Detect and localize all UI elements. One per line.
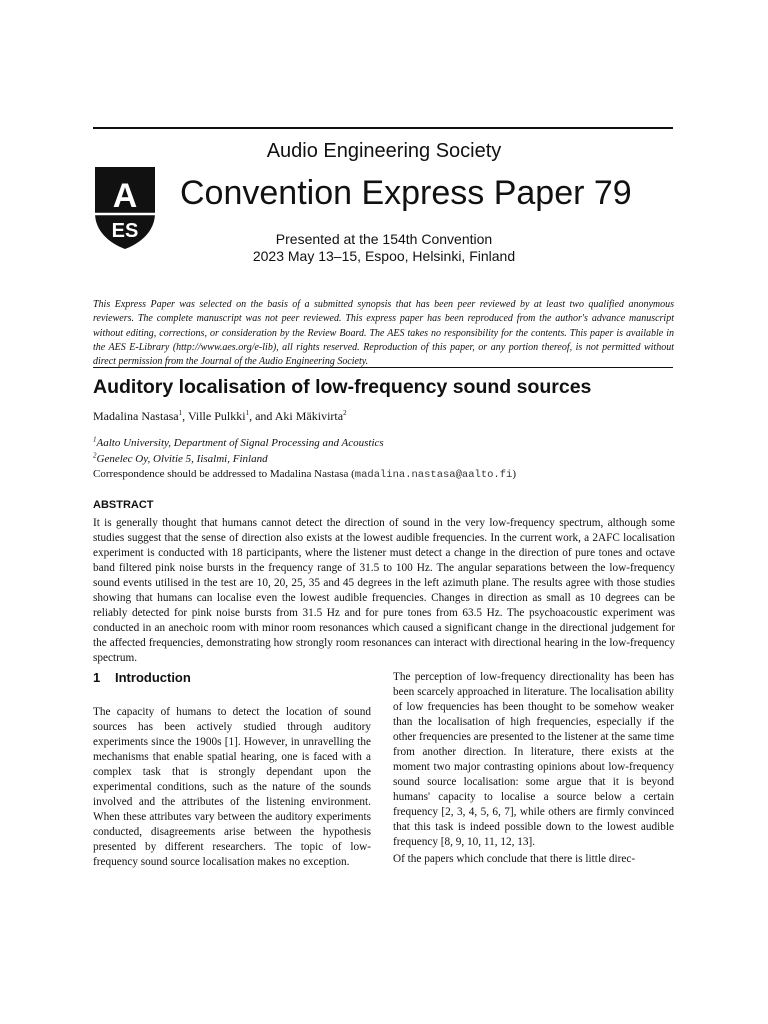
author-affiliation-mark: 2 bbox=[343, 409, 347, 417]
paper-title: Auditory localisation of low-frequency sound sources bbox=[93, 376, 592, 398]
disclaimer: This Express Paper was selected on the basis of a submitted synopsis that has been peer reviewed by at least two qualified anonymous reviewers. The complete manuscript was not peer reviewed. This express paper has been reproduced from the author's advance manuscript without editing, corrections, or consideration by the Review Board. The AES takes no responsibility for the contents. This paper is available in the AES E-Library (http://www.aes.org/e-lib), all rights reserved. Reproduction of this paper, or any portion thereof, is not permitted without direct permission from the Journal of the Audio Engineering Society. bbox=[93, 299, 674, 368]
logo-letter-a: A bbox=[112, 177, 138, 215]
abstract-text: It is generally thought that humans cannot detect the direction of sound in the very low-frequency spectrum, although some studies suggest that the sense of direction also exists at the lowest audible frequencies. In the current work, a 2AFC localisation experiment is conducted with 18 participants, where the listener must detect a change in the direction of pure tones and octave band filtered pink noise bursts in the frequency range of 31.5 to 100 Hz. The angular separations between the low-frequency sound events utilised in the test are 10, 20, 25, 35 and 45 degrees in the left azimuth plane. The results agree with those studies showing that humans can localise even the lowest audible frequencies. Changes in direction as small as 10 degrees can be reliably detected for pink noise bursts from 31.5 Hz and for pure tones from 63.5 Hz. The psychoacoustic experiment was conducted in an anechoic room with minor room resonances which caused a significant change in the directional judgement for the affected frequencies, demonstrating how strongly room resonances can interact with directional hearing in the low-frequency spectrum. bbox=[93, 517, 675, 664]
correspondence-line bbox=[93, 468, 693, 481]
abstract-heading: ABSTRACT bbox=[93, 499, 154, 511]
author-name: Madalina Nastasa bbox=[93, 409, 179, 423]
section-heading-introduction bbox=[93, 670, 191, 685]
intro-right-column bbox=[393, 670, 674, 867]
intro-right-paragraph-2: Of the papers which conclude that there is little direc- bbox=[393, 853, 636, 865]
presented-line-1: Presented at the 154th Convention bbox=[275, 231, 493, 247]
society-name: Audio Engineering Society bbox=[266, 140, 502, 162]
section-title: Introduction bbox=[115, 670, 191, 685]
affiliation-mark: 1 bbox=[93, 435, 97, 444]
section-number: 1 bbox=[93, 670, 101, 685]
affiliation-mark: 2 bbox=[93, 450, 97, 459]
author-separator: , bbox=[182, 409, 188, 423]
intro-left-paragraph: The capacity of humans to detect the location of sound sources has been actively studied through auditory experiments since the 1900s [1]. However, in unravelling the mechanisms that enable spatial hearing, one is faced with a complex task that is strongly dependant upon the experimental conditions, such as the nature of the sounds involved and the attributes of the listening environment. When these attributes vary between the auditory experiments conducted, disagreements arise between the hypothesis presented by different researchers. The topic of low-frequency sound source localisation makes no exception. bbox=[93, 706, 371, 868]
affiliation-text: Genelec Oy, Olvitie 5, Iisalmi, Finland bbox=[96, 452, 268, 465]
author-separator: , and bbox=[249, 409, 275, 423]
affiliations bbox=[93, 436, 673, 467]
affiliation-text: Aalto University, Department of Signal Processing and Acoustics bbox=[96, 437, 384, 449]
author-list bbox=[93, 409, 673, 424]
disclaimer-rule bbox=[93, 367, 673, 368]
affiliation-item bbox=[93, 436, 673, 452]
author-affiliation-mark: 1 bbox=[245, 409, 250, 417]
author-name: Aki Mäkivirta bbox=[274, 409, 344, 423]
correspondence-prefix: Correspondence should be addressed to Madalina Nastasa ( bbox=[93, 468, 355, 480]
affiliation-item bbox=[93, 452, 673, 468]
presented-at bbox=[0, 231, 768, 265]
author-affiliation-mark: 1 bbox=[178, 409, 183, 417]
intro-right-paragraph-1: The perception of low-frequency directionality has been has been scarcely approached in literature. The localisation ability of low frequencies has been thought to be somehow weaker than the localisation of high frequencies, especially if the other frequencies are presented to the listener at the same time from another direction. In literature, there exists at the moment two major contrasting opinions about low-frequency sound source localisation: some argue that it is beyond humans' capacity to localise a source below a certain frequency [2, 3, 4, 5, 6, 7], while others are firmly convinced that this task is indeed possible down to the lowest audible frequency [8, 9, 10, 11, 12, 13]. bbox=[393, 671, 674, 848]
author-name: Ville Pulkki bbox=[187, 409, 246, 423]
correspondence-suffix: ) bbox=[512, 468, 516, 480]
top-rule bbox=[93, 127, 673, 129]
presented-line-2: 2023 May 13–15, Espoo, Helsinki, Finland bbox=[252, 248, 516, 264]
logo-letters-es: ES bbox=[111, 220, 139, 242]
convention-title: Convention Express Paper 79 bbox=[180, 174, 632, 212]
correspondence-email-link[interactable]: madalina.nastasa@aalto.fi bbox=[354, 469, 513, 481]
